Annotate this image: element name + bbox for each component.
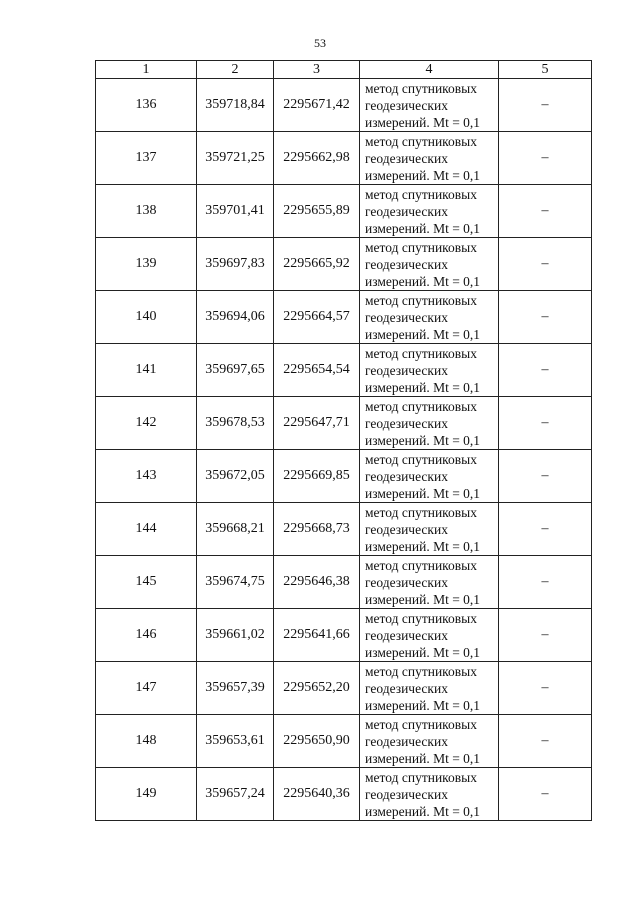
method-text-line: метод спутниковых <box>365 398 477 414</box>
method-cell <box>360 503 499 556</box>
y-coordinate-cell: 2295662,98 <box>274 132 360 185</box>
method-cell <box>360 609 499 662</box>
table-body <box>96 79 592 821</box>
method-text-line: геодезических <box>365 362 448 378</box>
y-coordinate-cell: 2295646,38 <box>274 556 360 609</box>
table-row <box>96 609 592 662</box>
method-cell <box>360 344 499 397</box>
note-cell: – <box>499 132 592 185</box>
note-cell: – <box>499 768 592 821</box>
method-text-line: метод спутниковых <box>365 80 477 96</box>
point-number-cell: 148 <box>96 715 197 768</box>
method-text-line: измерений. Mt = 0,1 <box>365 114 481 130</box>
note-cell: – <box>499 556 592 609</box>
point-number-cell: 147 <box>96 662 197 715</box>
note-cell: – <box>499 450 592 503</box>
table-row <box>96 715 592 768</box>
method-text-line: метод спутниковых <box>365 186 477 202</box>
point-number-cell: 142 <box>96 397 197 450</box>
point-number-cell: 144 <box>96 503 197 556</box>
page-number: 53 <box>314 36 326 50</box>
method-text-line: метод спутниковых <box>365 557 477 573</box>
method-text-line: измерений. Mt = 0,1 <box>365 273 481 289</box>
x-coordinate-cell: 359694,06 <box>197 291 274 344</box>
method-text-line: измерений. Mt = 0,1 <box>365 750 481 766</box>
method-text-line: метод спутниковых <box>365 239 477 255</box>
x-coordinate-cell: 359661,02 <box>197 609 274 662</box>
method-cell <box>360 238 499 291</box>
x-coordinate-cell: 359657,24 <box>197 768 274 821</box>
method-text-line: геодезических <box>365 415 448 431</box>
method-text-line: измерений. Mt = 0,1 <box>365 538 481 554</box>
method-text-line: измерений. Mt = 0,1 <box>365 591 481 607</box>
y-coordinate-cell: 2295641,66 <box>274 609 360 662</box>
table-row <box>96 291 592 344</box>
method-text-line: измерений. Mt = 0,1 <box>365 432 481 448</box>
y-coordinate-cell: 2295650,90 <box>274 715 360 768</box>
method-text-line: метод спутниковых <box>365 292 477 308</box>
x-coordinate-cell: 359697,83 <box>197 238 274 291</box>
table-row <box>96 397 592 450</box>
method-text-line: геодезических <box>365 150 448 166</box>
y-coordinate-cell: 2295671,42 <box>274 79 360 132</box>
method-cell <box>360 397 499 450</box>
table-row <box>96 662 592 715</box>
table-row <box>96 344 592 397</box>
table-row <box>96 503 592 556</box>
x-coordinate-cell: 359672,05 <box>197 450 274 503</box>
point-number-cell: 141 <box>96 344 197 397</box>
column-header-1: 1 <box>96 61 197 79</box>
note-cell: – <box>499 503 592 556</box>
note-cell: – <box>499 79 592 132</box>
point-number-cell: 143 <box>96 450 197 503</box>
x-coordinate-cell: 359697,65 <box>197 344 274 397</box>
x-coordinate-cell: 359668,21 <box>197 503 274 556</box>
method-cell <box>360 291 499 344</box>
method-text-line: геодезических <box>365 256 448 272</box>
method-text-line: измерений. Mt = 0,1 <box>365 379 481 395</box>
method-text-line: измерений. Mt = 0,1 <box>365 485 481 501</box>
point-number-cell: 146 <box>96 609 197 662</box>
note-cell: – <box>499 238 592 291</box>
note-cell: – <box>499 662 592 715</box>
y-coordinate-cell: 2295664,57 <box>274 291 360 344</box>
method-text-line: измерений. Mt = 0,1 <box>365 644 481 660</box>
method-cell <box>360 79 499 132</box>
y-coordinate-cell: 2295655,89 <box>274 185 360 238</box>
method-text-line: метод спутниковых <box>365 663 477 679</box>
method-text-line: геодезических <box>365 627 448 643</box>
note-cell: – <box>499 397 592 450</box>
method-text-line: геодезических <box>365 203 448 219</box>
method-text-line: метод спутниковых <box>365 769 477 785</box>
method-text-line: геодезических <box>365 521 448 537</box>
y-coordinate-cell: 2295665,92 <box>274 238 360 291</box>
x-coordinate-cell: 359721,25 <box>197 132 274 185</box>
method-cell <box>360 715 499 768</box>
table-row <box>96 556 592 609</box>
y-coordinate-cell: 2295668,73 <box>274 503 360 556</box>
note-cell: – <box>499 609 592 662</box>
x-coordinate-cell: 359657,39 <box>197 662 274 715</box>
method-cell <box>360 556 499 609</box>
coordinates-table <box>95 60 592 821</box>
y-coordinate-cell: 2295652,20 <box>274 662 360 715</box>
point-number-cell: 138 <box>96 185 197 238</box>
method-cell <box>360 768 499 821</box>
method-text-line: измерений. Mt = 0,1 <box>365 167 481 183</box>
method-text-line: метод спутниковых <box>365 504 477 520</box>
column-header-5: 5 <box>499 61 592 79</box>
column-header-4: 4 <box>360 61 499 79</box>
point-number-cell: 139 <box>96 238 197 291</box>
y-coordinate-cell: 2295647,71 <box>274 397 360 450</box>
table-header-row <box>96 61 592 79</box>
point-number-cell: 149 <box>96 768 197 821</box>
method-text-line: метод спутниковых <box>365 610 477 626</box>
method-text-line: метод спутниковых <box>365 451 477 467</box>
point-number-cell: 136 <box>96 79 197 132</box>
x-coordinate-cell: 359701,41 <box>197 185 274 238</box>
y-coordinate-cell: 2295654,54 <box>274 344 360 397</box>
x-coordinate-cell: 359674,75 <box>197 556 274 609</box>
method-cell <box>360 185 499 238</box>
note-cell: – <box>499 185 592 238</box>
point-number-cell: 140 <box>96 291 197 344</box>
table-row <box>96 450 592 503</box>
y-coordinate-cell: 2295669,85 <box>274 450 360 503</box>
point-number-cell: 145 <box>96 556 197 609</box>
method-text-line: геодезических <box>365 786 448 802</box>
method-cell <box>360 662 499 715</box>
table-row <box>96 132 592 185</box>
method-text-line: метод спутниковых <box>365 716 477 732</box>
y-coordinate-cell: 2295640,36 <box>274 768 360 821</box>
table-row <box>96 238 592 291</box>
method-text-line: геодезических <box>365 468 448 484</box>
method-text-line: геодезических <box>365 574 448 590</box>
method-text-line: измерений. Mt = 0,1 <box>365 220 481 236</box>
note-cell: – <box>499 715 592 768</box>
method-text-line: геодезических <box>365 680 448 696</box>
method-text-line: измерений. Mt = 0,1 <box>365 326 481 342</box>
note-cell: – <box>499 344 592 397</box>
method-cell <box>360 450 499 503</box>
method-text-line: измерений. Mt = 0,1 <box>365 697 481 713</box>
x-coordinate-cell: 359678,53 <box>197 397 274 450</box>
method-text-line: геодезических <box>365 733 448 749</box>
x-coordinate-cell: 359653,61 <box>197 715 274 768</box>
method-text-line: геодезических <box>365 97 448 113</box>
column-header-3: 3 <box>274 61 360 79</box>
method-text-line: геодезических <box>365 309 448 325</box>
method-text-line: измерений. Mt = 0,1 <box>365 803 481 819</box>
table-row <box>96 185 592 238</box>
table-row <box>96 768 592 821</box>
column-header-2: 2 <box>197 61 274 79</box>
method-cell <box>360 132 499 185</box>
note-cell: – <box>499 291 592 344</box>
method-text-line: метод спутниковых <box>365 345 477 361</box>
table-row <box>96 79 592 132</box>
point-number-cell: 137 <box>96 132 197 185</box>
x-coordinate-cell: 359718,84 <box>197 79 274 132</box>
method-text-line: метод спутниковых <box>365 133 477 149</box>
